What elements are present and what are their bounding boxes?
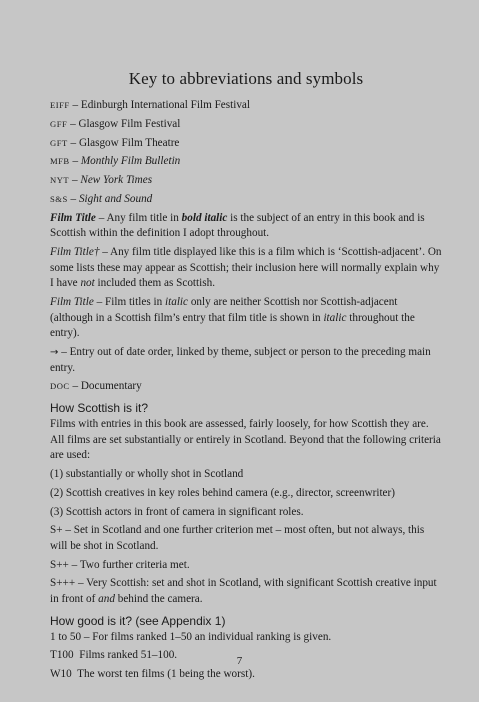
entry-bold-italic: Film Title – Any film title in bold italic is the subject of an entry in this book and is Scottish within the definition I adopt throughout.	[50, 211, 425, 240]
section-heading-scottish: How Scottish is it?	[50, 400, 149, 415]
abbreviation-nyt: NYT – New York Times	[50, 174, 153, 187]
abbreviation-eiff: EIFF – Edinburgh International Film Festival	[50, 99, 250, 111]
abbreviation-ss: S&S – Sight and Sound	[50, 192, 153, 205]
rating-s-plus-plus: S++ – Two further criteria met.	[50, 558, 190, 571]
key-content	[50, 98, 442, 686]
criterion-2: (2) Scottish creatives in key roles behind camera (e.g., director, screenwriter)	[50, 486, 395, 499]
page-title: Key to abbreviations and symbols	[128, 69, 364, 88]
page-number: 7	[236, 655, 243, 667]
section-heading-quality: How good is it? (see Appendix 1)	[50, 613, 226, 628]
ranking-w10: W10 The worst ten films (1 being the worst).	[50, 668, 255, 681]
abbreviation-gff: GFF – Glasgow Film Festival	[50, 117, 181, 130]
rating-s-plus: S+ – Set in Scotland and one further criterion met – most often, but not always, this will be shot in Scotland.	[50, 524, 425, 552]
entry-arrow: → – Entry out of date order, linked by theme, subject or person to the preceding main entry.	[50, 346, 431, 374]
criterion-3: (3) Scottish actors in front of camera in significant roles.	[50, 505, 304, 518]
section-intro: Films with entries in this book are assessed, fairly loosely, for how Scottish they are. All films are set substantially or entirely in Scotland. Beyond that the following criteria are used:	[50, 417, 441, 462]
abbreviation-gft: GFT – Glasgow Film Theatre	[50, 136, 180, 149]
arrow-right-icon: →	[50, 347, 59, 358]
entry-doc: DOC – Documentary	[50, 380, 142, 393]
entry-dagger: Film Title† – Any film title displayed like this is a film which is ‘Scottish-adjacent’. On some lists these may appear as Scottish; their inclusion here will normally explain why I have not included them as Scottish.	[50, 246, 442, 290]
criterion-1: (1) substantially or wholly shot in Scotland	[50, 467, 244, 480]
rating-s-plus-plus-plus: S+++ – Very Scottish: set and shot in Scotland, with significant Scottish creative input in front of and behind the camera.	[50, 577, 437, 606]
abbreviation-mfb: MFB – Monthly Film Bulletin	[50, 155, 181, 168]
abbreviation-list	[50, 98, 442, 208]
ranking-t100: T100 Films ranked 51–100.	[50, 649, 178, 662]
entry-italic: Film Title – Film titles in italic only are neither Scottish nor Scottish-adjacent (although in a Scottish film’s entry that film title is shown in italic throughout the entry).	[50, 296, 415, 340]
ranking-top-50: 1 to 50 – For films ranked 1–50 an individual ranking is given.	[50, 630, 332, 643]
